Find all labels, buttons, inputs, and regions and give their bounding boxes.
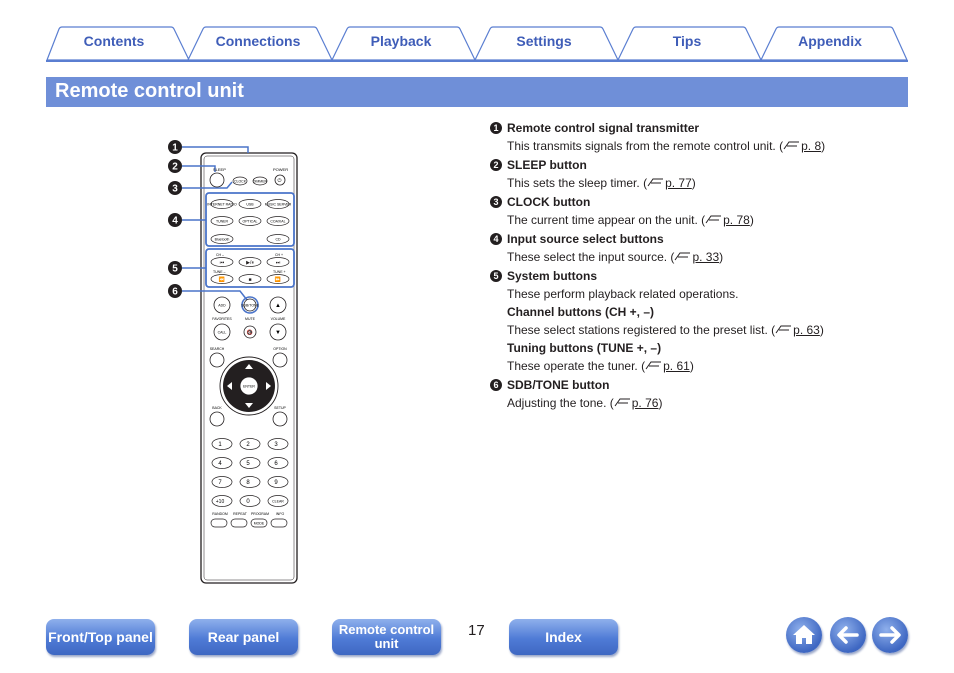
callout-1 xyxy=(168,140,248,154)
tab-connections[interactable]: Connections xyxy=(215,33,301,49)
remote-illustration xyxy=(160,135,480,595)
channel-buttons-text: These select stations registered to the preset list. ( p. 63) xyxy=(507,323,824,337)
item-1-heading: Remote control signal transmitter xyxy=(507,121,700,135)
tuning-buttons-title: Tuning buttons (TUNE +, –) xyxy=(507,341,662,355)
item-5-text: These perform playback related operations. xyxy=(507,287,739,301)
item-4-text: These select the input source. ( p. 33) xyxy=(507,250,724,264)
source-internet-radio: INTERNET RADIO xyxy=(207,202,237,207)
num-badge-5: 5 xyxy=(490,270,502,282)
volume-label: VOLUME xyxy=(270,317,286,321)
arrow-left-icon xyxy=(830,617,866,653)
tab-bar xyxy=(46,26,908,62)
num-badge-6: 6 xyxy=(490,379,502,391)
page-ref-icon xyxy=(647,177,665,188)
page-ref-icon xyxy=(775,324,793,335)
num-5: 5 xyxy=(246,461,250,467)
item-3-title xyxy=(490,193,890,211)
power-label: POWER xyxy=(273,167,289,172)
setup-button xyxy=(273,412,287,426)
svg-text:▼: ▼ xyxy=(275,330,281,336)
svg-text:⏭: ⏭ xyxy=(275,260,281,266)
item-3-text: The current time appear on the unit. ( p. 78) xyxy=(507,213,754,227)
num-badge-4: 4 xyxy=(490,233,502,245)
svg-text:⏮: ⏮ xyxy=(219,260,225,266)
item-1-text: This transmits signals from the remote control unit. ( p. 8) xyxy=(507,139,826,153)
callout-6-label: 6 xyxy=(172,286,178,298)
page-title: Remote control unit xyxy=(55,80,244,102)
page-number: 17 xyxy=(468,622,485,639)
item-6-heading: SDB/TONE button xyxy=(507,378,610,392)
info-label: INFO xyxy=(275,512,285,516)
page-ref-icon xyxy=(705,214,723,225)
page-ref-icon xyxy=(674,251,692,262)
tuning-buttons-text: These operate the tuner. ( p. 61) xyxy=(507,359,694,373)
svg-text:■: ■ xyxy=(248,277,252,283)
program-label: PROGRAM xyxy=(250,512,270,516)
source-coaxial: COAXIAL xyxy=(270,219,286,224)
ref-link-3[interactable]: p. 78 xyxy=(723,213,750,227)
sleep-label: SLEEP xyxy=(213,167,226,172)
ref-link-6[interactable]: p. 76 xyxy=(631,396,659,410)
tab-appendix[interactable]: Appendix xyxy=(798,33,862,49)
index-button[interactable]: Index xyxy=(509,619,618,655)
page-ref-icon xyxy=(645,360,663,371)
item-2-text: This sets the sleep timer. ( p. 77) xyxy=(507,176,696,190)
ref-link-channel[interactable]: p. 63 xyxy=(793,323,820,337)
item-1-title xyxy=(490,119,890,137)
callout-2-label: 2 xyxy=(172,161,178,173)
svg-text:▲: ▲ xyxy=(275,303,281,309)
source-optical: OPTICAL xyxy=(242,219,258,224)
num-8: 8 xyxy=(246,480,250,486)
num-3: 3 xyxy=(274,442,278,448)
item-6-title xyxy=(490,376,890,394)
ref-link-1[interactable]: p. 8 xyxy=(801,139,822,153)
item-2-heading: SLEEP button xyxy=(507,158,587,172)
title-bar xyxy=(46,77,908,107)
back-page-button[interactable] xyxy=(830,617,866,653)
callout-4-label: 4 xyxy=(172,215,178,227)
num-6: 6 xyxy=(274,461,278,467)
item-6-text: Adjusting the tone. ( p. 76) xyxy=(507,396,663,410)
item-3-heading: CLOCK button xyxy=(507,195,591,209)
call-label: CALL xyxy=(217,330,227,335)
num-4: 4 xyxy=(218,461,222,467)
front-top-panel-button[interactable]: Front/Top panel xyxy=(46,619,155,655)
channel-buttons-title: Channel buttons (CH +, –) xyxy=(507,305,654,319)
random-label: RANDOM xyxy=(212,512,228,516)
num-clear: CLEAR xyxy=(272,499,284,504)
tab-settings[interactable]: Settings xyxy=(516,33,572,49)
search-button xyxy=(210,353,224,367)
num-9: 9 xyxy=(274,480,278,486)
search-label: SEARCH xyxy=(209,347,225,351)
svg-text:⏻: ⏻ xyxy=(277,178,282,184)
home-icon xyxy=(786,617,822,653)
next-page-button[interactable] xyxy=(872,617,908,653)
rear-panel-button[interactable]: Rear panel xyxy=(189,619,298,655)
tab-tips[interactable]: Tips xyxy=(672,33,702,49)
random-button xyxy=(211,519,227,527)
source-tuner: TUNER xyxy=(215,219,229,224)
tune-plus-label: TUNE + xyxy=(273,270,286,274)
source-cd: CD xyxy=(275,237,281,242)
back-button xyxy=(210,412,224,426)
source-bluetooth: Bluetooth xyxy=(214,237,230,242)
num-1: 1 xyxy=(218,442,222,448)
num-badge-1: 1 xyxy=(490,122,502,134)
arrow-right-icon xyxy=(872,617,908,653)
svg-text:▶/⏸: ▶/⏸ xyxy=(246,260,254,266)
num-2: 2 xyxy=(246,442,250,448)
callout-5 xyxy=(168,261,206,275)
clock-label: CLOCK xyxy=(233,179,247,184)
mode-label: MODE xyxy=(253,521,265,526)
sleep-button xyxy=(210,173,224,187)
add-label: ADD xyxy=(218,303,226,308)
option-label: OPTION xyxy=(273,347,287,351)
repeat-label: REPEAT xyxy=(233,512,247,516)
setup-label: SETUP xyxy=(274,406,286,410)
source-usb: USB xyxy=(246,202,254,207)
favorites-label: FAVORITES xyxy=(212,317,232,321)
sdb-tone-label: SDB/TONE xyxy=(241,303,259,308)
repeat-button xyxy=(231,519,247,527)
page-ref-icon xyxy=(783,140,801,151)
num-plus10: +10 xyxy=(215,499,225,505)
enter-label: ENTER xyxy=(243,384,255,389)
callout-1-label: 1 xyxy=(172,142,178,154)
back-label: BACK xyxy=(212,406,222,410)
svg-text:⏩: ⏩ xyxy=(274,277,282,283)
num-7: 7 xyxy=(218,480,222,486)
dimmer-label: DIMMER xyxy=(252,179,268,184)
source-music-server: MUSIC SERVER xyxy=(264,202,292,207)
callout-4 xyxy=(168,213,206,227)
ch-minus-label: CH – xyxy=(216,253,224,257)
home-button[interactable] xyxy=(786,617,822,653)
tab-underline xyxy=(46,60,908,62)
tab-contents[interactable]: Contents xyxy=(83,33,145,49)
description-list xyxy=(490,118,890,412)
ch-plus-label: CH + xyxy=(275,253,284,257)
num-0: 0 xyxy=(246,499,250,505)
svg-text:🔇: 🔇 xyxy=(246,330,254,336)
callout-3-label: 3 xyxy=(172,183,178,195)
item-4-heading: Input source select buttons xyxy=(507,232,664,246)
item-4-title xyxy=(490,230,890,248)
item-5-heading: System buttons xyxy=(507,269,598,283)
option-button xyxy=(273,353,287,367)
item-5-title xyxy=(490,267,890,285)
item-2-title xyxy=(490,156,890,174)
info-button xyxy=(271,519,287,527)
callout-5-label: 5 xyxy=(172,263,178,275)
svg-text:⏪: ⏪ xyxy=(218,277,226,283)
num-badge-2: 2 xyxy=(490,159,502,171)
ref-link-2[interactable]: p. 77 xyxy=(665,176,692,190)
remote-control-unit-button[interactable]: Remote control unit xyxy=(332,619,441,655)
ref-link-4[interactable]: p. 33 xyxy=(692,250,720,264)
tune-minus-label: TUNE – xyxy=(213,270,226,274)
num-badge-3: 3 xyxy=(490,196,502,208)
mute-label: MUTE xyxy=(245,317,255,321)
ref-link-tuning[interactable]: p. 61 xyxy=(663,359,690,373)
tab-playback[interactable]: Playback xyxy=(370,33,432,49)
page-ref-icon xyxy=(614,397,632,408)
